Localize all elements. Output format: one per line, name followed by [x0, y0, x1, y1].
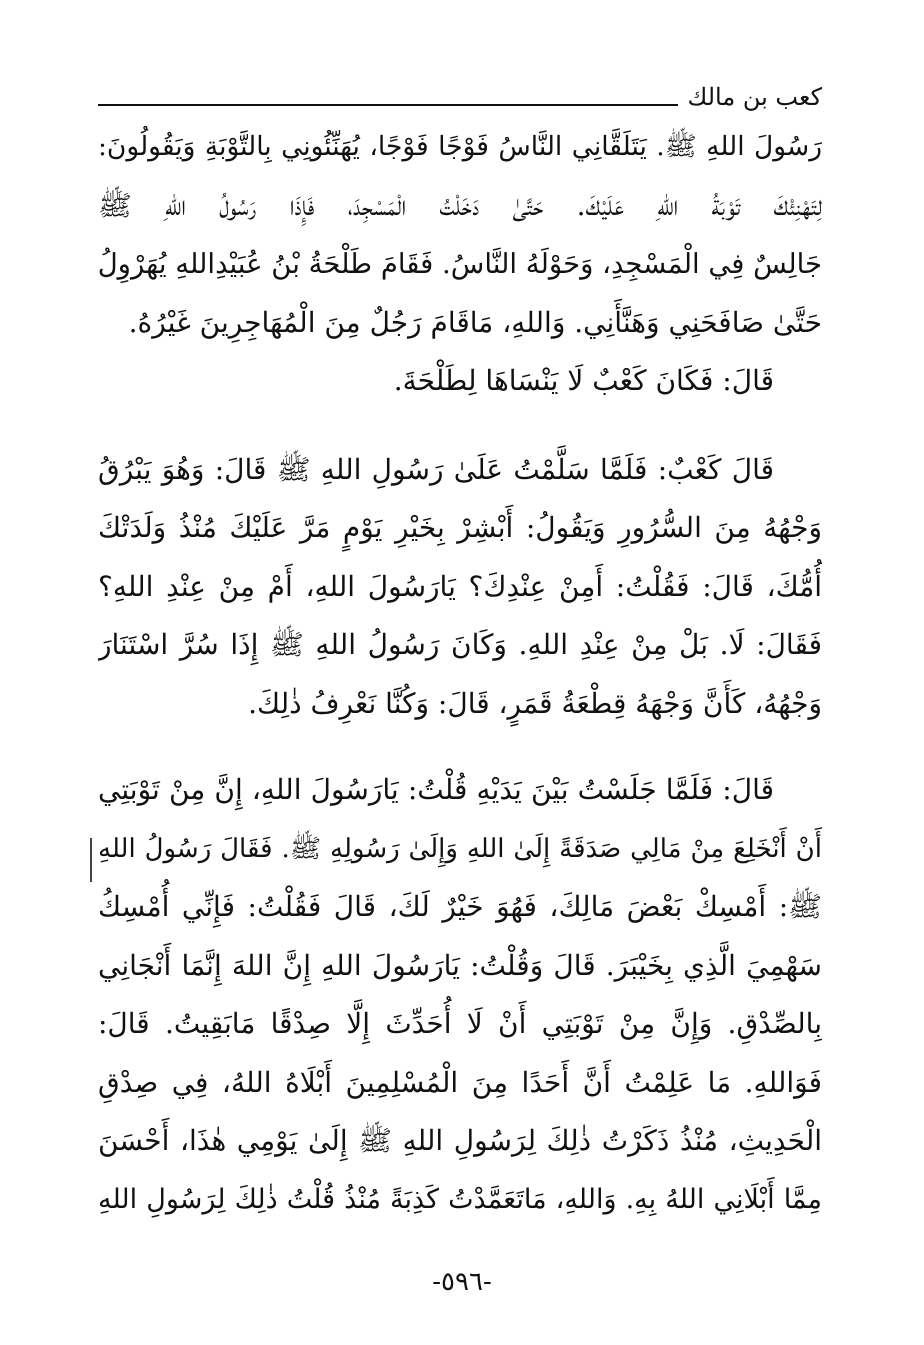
text-line: وَجْهُهُ، كَأَنَّ وَجْهَهُ قِطْعَةُ قَمَرٍ، قَالَ: وَكُنَّا نَعْرِفُ ذٰلِكَ. [248, 686, 822, 720]
text-line: قَالَ كَعْبٌ: فَلَمَّا سَلَّمْتُ عَلَىٰ رَسُولِ اللهِ ﷺ قَالَ: وَهُوَ يَبْرُقُ [98, 452, 774, 486]
text-line: قَالَ: فَكَانَ كَعْبٌ لَا يَنْسَاهَا لِطَلْحَةَ. [393, 364, 774, 397]
page-number: -٥٩٦- [432, 1267, 492, 1297]
text-line: فَقَالَ: لَا. بَلْ مِنْ عِنْدِ اللهِ. وَكَانَ رَسُولُ اللهِ ﷺ إِذَا سُرَّ اسْتَنَارَ [98, 628, 822, 661]
running-header [98, 78, 822, 112]
text-line: حَتَّىٰ صَافَحَنِي وَهَنَّأَنِي. وَاللهِ، مَاقَامَ رَجُلٌ مِنَ الْمُهَاجِرِينَ غَيْرُهُ. [128, 305, 822, 339]
text-line: ﷺ: أَمْسِكْ بَعْضَ مَالِكَ، فَهُوَ خَيْرٌ لَكَ، قَالَ فَقُلْتُ: فَإِنِّي أُمْسِكُ [98, 890, 822, 923]
text-line: لِتَهْنِئْكَ تَوْبَةُ اللهِ عَلَيْكَ. حَتَّىٰ دَخَلْتُ الْمَسْجِدَ، فَإِذَا رَسُولُ اللهِ ﷺ [98, 188, 822, 222]
text-line: بِالصِّدْقِ. وَإِنَّ مِنْ تَوْبَتِي أَنْ لَا أُحَدِّثَ إِلَّا صِدْقًا مَابَقِيتُ. قَالَ: [98, 1007, 822, 1040]
margin-mark [90, 838, 92, 882]
text-line: الْحَدِيثِ، مُنْذُ ذَكَرْتُ ذٰلِكَ لِرَسُولِ اللهِ ﷺ إِلَىٰ يَوْمِي هٰذَا، أَحْسَنَ [98, 1124, 822, 1157]
text-line: سَهْمِيَ الَّذِي بِخَيْبَرَ. قَالَ وَقُلْتُ: يَارَسُولَ اللهِ إِنَّ اللهَ إِنَّمَا أَنْجَانِي [98, 948, 822, 982]
body-text [98, 118, 822, 1229]
text-line: فَوَاللهِ. مَا عَلِمْتُ أَنَّ أَحَدًا مِنَ الْمُسْلِمِينَ أَبْلَاهُ اللهُ، فِي صِدْقِ [98, 1065, 822, 1099]
paragraph-2 [98, 441, 822, 734]
paragraph-gap [98, 733, 822, 761]
text-line: مِمَّا أَبْلَانِي اللهُ بِهِ. وَاللهِ، مَاتَعَمَّدْتُ كَذِبَةً مُنْذُ قُلْتُ ذٰلِكَ لِرَسُولِ اللهِ [98, 1183, 822, 1215]
text-line: أَنْ أَنْخَلِعَ مِنْ مَالِي صَدَقَةً إِلَىٰ اللهِ وَإِلَىٰ رَسُولِهِ ﷺ. فَقَالَ رَسُولُ اللهِ [98, 833, 822, 864]
paragraph-3 [98, 761, 822, 1229]
paragraph-1 [98, 118, 822, 411]
text-line: رَسُولَ اللهِ ﷺ. يَتَلَقَّانِي النَّاسُ فَوْجًا فَوْجًا، يُهَنِّئُونِي بِالتَّوْبَةِ وَيَقُولُونَ: [98, 131, 822, 162]
running-header-title: كعب بن مالك [687, 83, 822, 111]
text-line: قَالَ: فَلَمَّا جَلَسْتُ بَيْنَ يَدَيْهِ قُلْتُ: يَارَسُولَ اللهِ، إِنَّ مِنْ تَوْبَتِي [98, 773, 774, 806]
text-line: وَجْهُهُ مِنَ السُّرُورِ وَيَقُولُ: أَبْشِرْ بِخَيْرِ يَوْمٍ مَرَّ عَلَيْكَ مُنْذُ وَلَدَتْكَ [98, 511, 822, 544]
paragraph-gap [98, 411, 822, 441]
text-line: أُمُّكَ، قَالَ: فَقُلْتُ: أَمِنْ عِنْدِكَ؟ يَارَسُولَ اللهِ، أَمْ مِنْ عِنْدِ اللهِ؟ [98, 569, 822, 603]
text-line: جَالِسٌ فِي الْمَسْجِدِ، وَحَوْلَهُ النَّاسُ. فَقَامَ طَلْحَةُ بْنُ عُبَيْدِاللهِ يُهَرْوِلُ [98, 248, 822, 280]
header-rule [98, 104, 678, 106]
